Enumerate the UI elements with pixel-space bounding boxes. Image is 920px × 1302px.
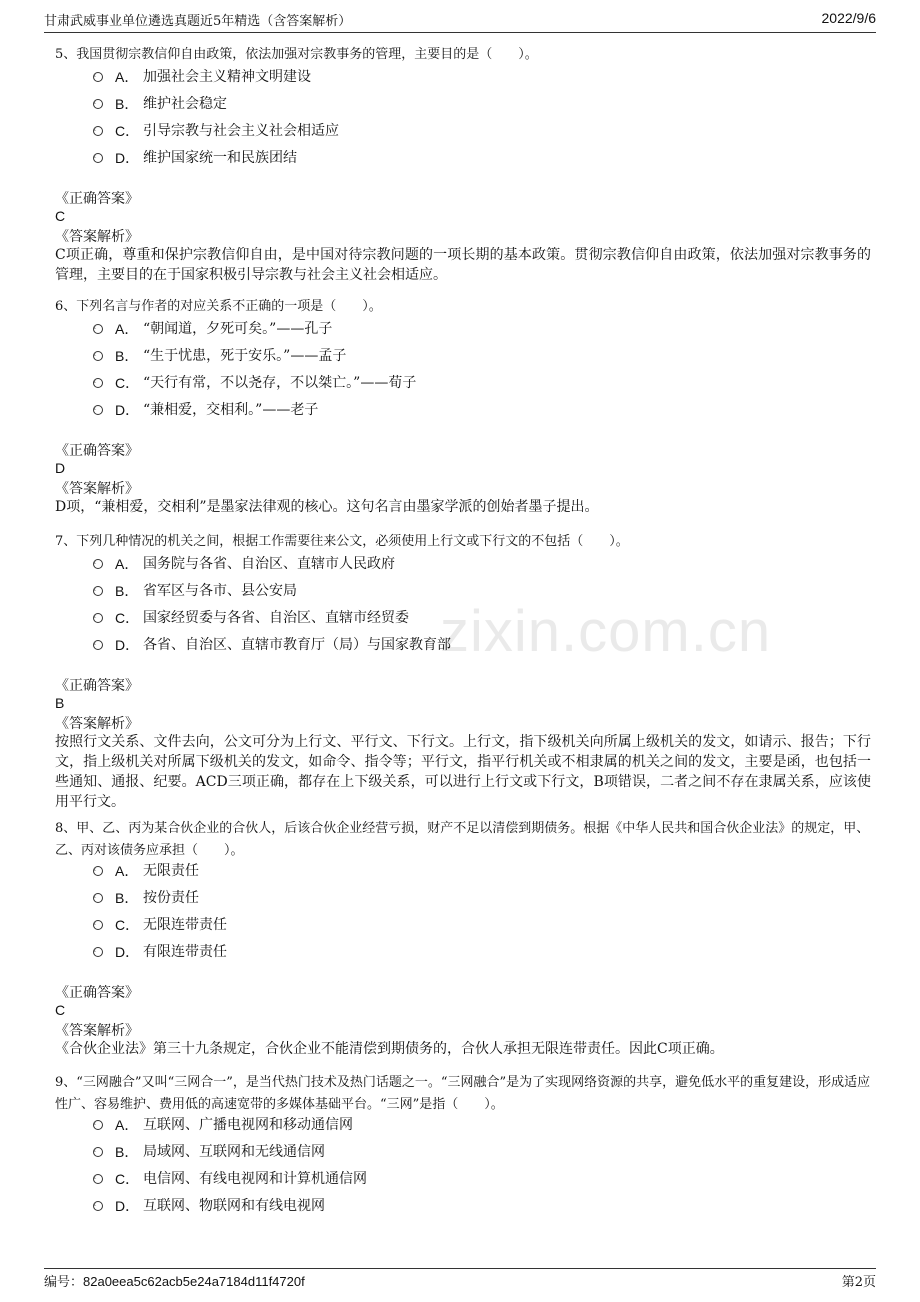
radio-icon[interactable] xyxy=(93,613,103,623)
radio-icon[interactable] xyxy=(93,559,103,569)
answer-label: 《正确答案》 xyxy=(55,191,139,207)
radio-icon[interactable] xyxy=(93,866,103,876)
explanation-text: 按照行文关系、文件去向，公文可分为上行文、平行文、下行文。上行文，指下级机关向所属上级机关的发文，如请示、报告；下行文，指上级机关对所属下级机关的发文，如命令、指令等；平行文，指平行机关或不相隶属的机关之间的发文，主要是函，也包括一些通知、通报、纪要。ACD三项正确，都存在上下级关系，可以进行上行文或下行文，B项错误，二者之间不存在隶属关系，应该使用平行文。 xyxy=(55,734,871,810)
radio-icon[interactable] xyxy=(93,405,103,415)
radio-icon[interactable] xyxy=(93,324,103,334)
question-stem: 8、甲、乙、丙为某合伙企业的合伙人，后该合伙企业经营亏损，财产不足以清偿到期债务。根据《中华人民共和国合伙企业法》的规定，甲、乙、丙对该债务应承担（ ）。 xyxy=(55,821,870,858)
page-number: 第2页 xyxy=(841,1275,876,1290)
question-stem: 9、“三网融合”又叫“三网合一”，是当代热门技术及热门话题之一。“三网融合”是为了实现网络资源的共享，避免低水平的重复建设，形成适应性广、容易维护、费用低的高速宽带的多媒体基础平台。“三网”是指（ ）。 xyxy=(55,1075,871,1112)
question-stem: 5、我国贯彻宗教信仰自由政策，依法加强对宗教事务的管理，主要目的是（ ）。 xyxy=(55,47,538,62)
radio-icon[interactable] xyxy=(93,920,103,930)
radio-icon[interactable] xyxy=(93,153,103,163)
document-title: 甘肃武威事业单位遴选真题近5年精选（含答案解析） xyxy=(44,14,352,29)
document-date: 2022/9/6 xyxy=(821,10,876,26)
radio-icon[interactable] xyxy=(93,378,103,388)
page-footer xyxy=(44,1271,876,1291)
radio-icon[interactable] xyxy=(93,99,103,109)
answer-label: 《正确答案》 xyxy=(55,678,139,694)
question-stem: 7、下列几种情况的机关之间，根据工作需要往来公文，必须使用上行文或下行文的不包括（ ）。 xyxy=(55,534,629,549)
radio-icon[interactable] xyxy=(93,947,103,957)
watermark: zixin.com.cn xyxy=(440,599,772,664)
explanation-text: D项，“兼相爱，交相利”是墨家法律观的核心。这句名言由墨家学派的创始者墨子提出。 xyxy=(55,499,599,515)
correct-answer: B xyxy=(55,695,65,711)
header-rule xyxy=(44,32,876,33)
correct-answer: C xyxy=(55,208,66,224)
radio-icon[interactable] xyxy=(93,351,103,361)
radio-icon[interactable] xyxy=(93,1147,103,1157)
answer-label: 《正确答案》 xyxy=(55,443,139,459)
footer-rule xyxy=(44,1268,876,1269)
radio-icon[interactable] xyxy=(93,1120,103,1130)
document-code: 编号：82a0eea5c62acb5e24a7184d11f4720f xyxy=(44,1274,305,1290)
radio-icon[interactable] xyxy=(93,1174,103,1184)
explanation-label: 《答案解析》 xyxy=(55,229,139,245)
correct-answer: C xyxy=(55,1002,66,1018)
radio-icon[interactable] xyxy=(93,893,103,903)
page-header xyxy=(44,10,876,30)
explanation-label: 《答案解析》 xyxy=(55,716,139,732)
radio-icon[interactable] xyxy=(93,126,103,136)
question-stem: 6、下列名言与作者的对应关系不正确的一项是（ ）。 xyxy=(55,299,382,314)
radio-icon[interactable] xyxy=(93,586,103,596)
radio-icon[interactable] xyxy=(93,640,103,650)
radio-icon[interactable] xyxy=(93,72,103,82)
explanation-label: 《答案解析》 xyxy=(55,481,139,497)
explanation-text: 《合伙企业法》第三十九条规定，合伙企业不能清偿到期债务的，合伙人承担无限连带责任。因此C项正确。 xyxy=(55,1041,724,1057)
answer-label: 《正确答案》 xyxy=(55,985,139,1001)
radio-icon[interactable] xyxy=(93,1201,103,1211)
explanation-label: 《答案解析》 xyxy=(55,1023,139,1039)
correct-answer: D xyxy=(55,460,66,476)
explanation-text: C项正确，尊重和保护宗教信仰自由，是中国对待宗教问题的一项长期的基本政策。贯彻宗教信仰自由政策，依法加强对宗教事务的管理，主要目的在于国家积极引导宗教与社会主义社会相适应。 xyxy=(55,247,871,283)
